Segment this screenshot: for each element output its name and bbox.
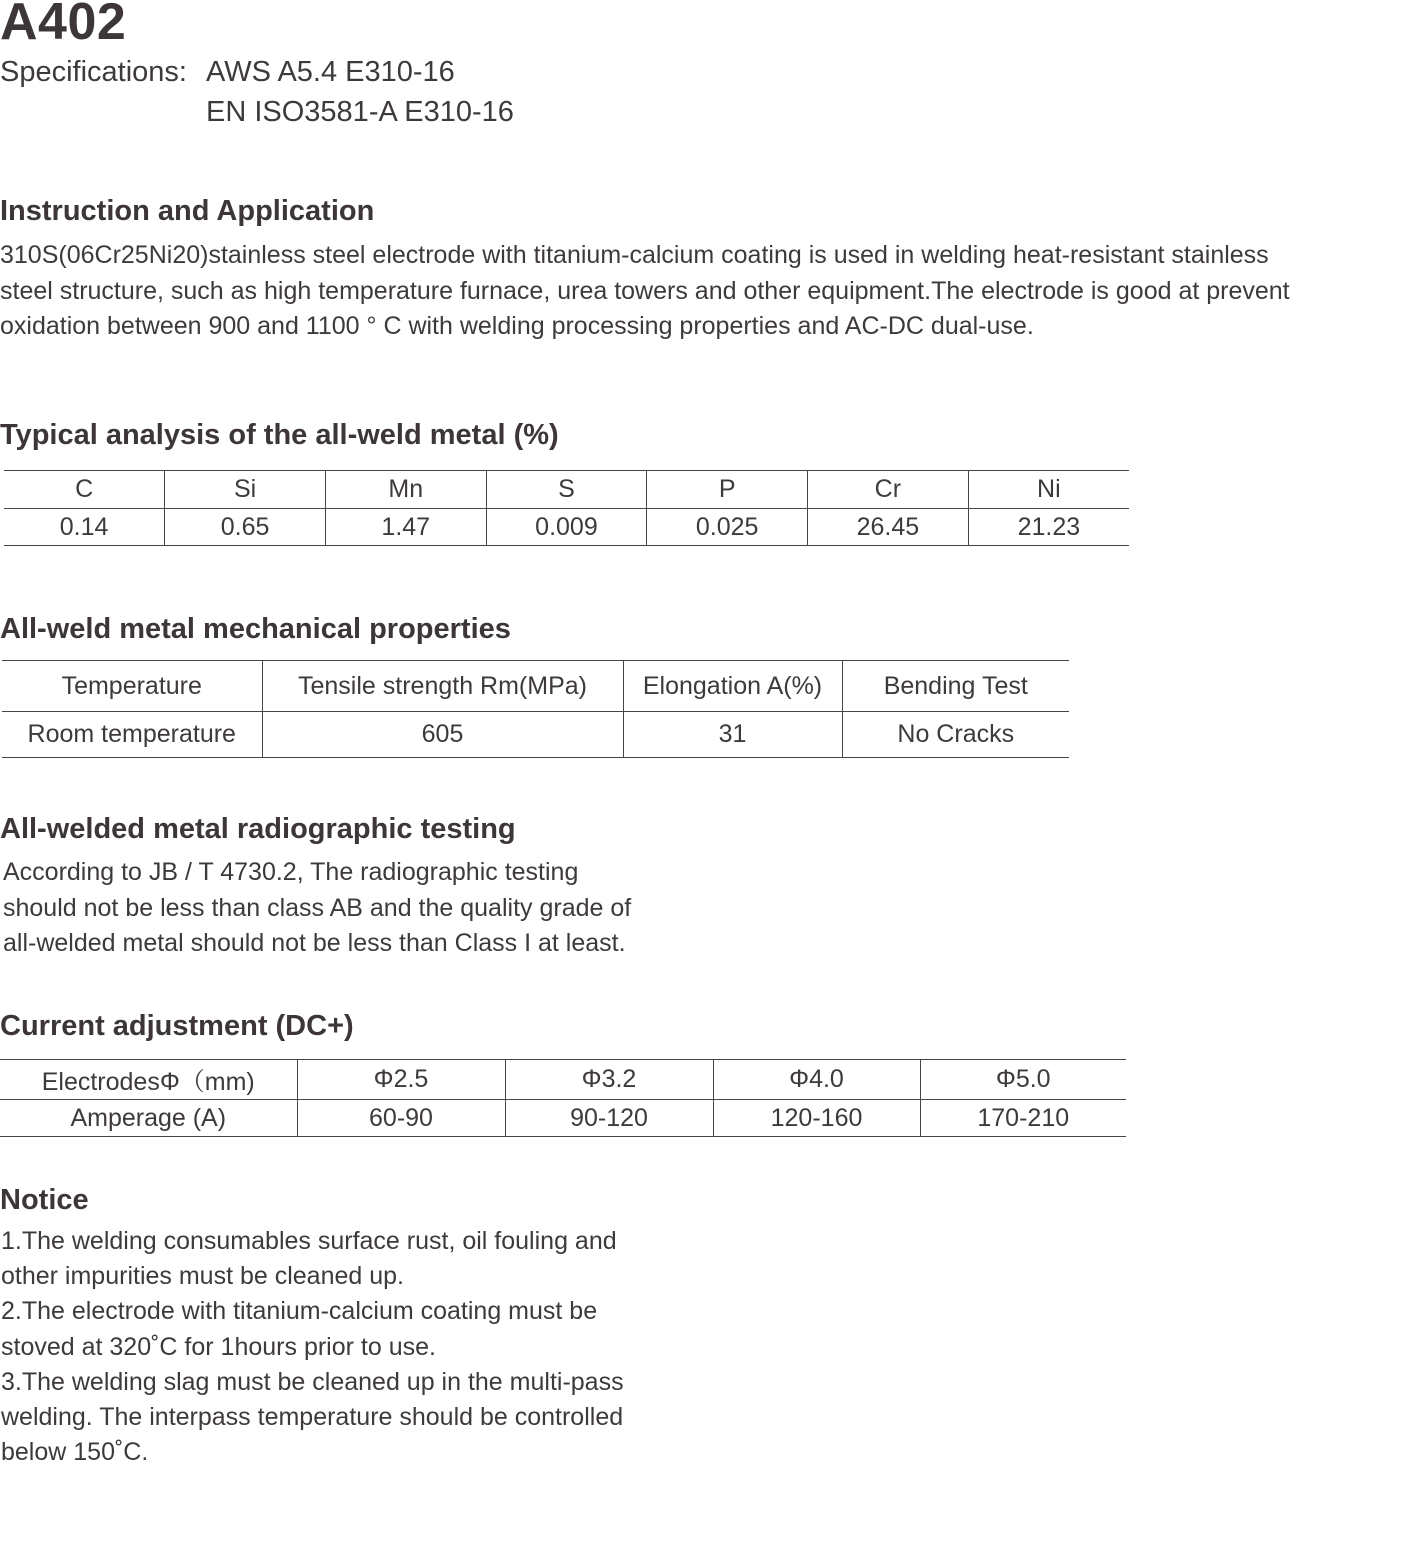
mechanical-value-cell: 31 (623, 712, 842, 758)
specifications-label: Specifications: (0, 56, 187, 88)
analysis-value-cell: 0.14 (4, 509, 165, 546)
notice-heading: Notice (0, 1184, 89, 1216)
mechanical-value-cell: Room temperature (2, 712, 262, 758)
analysis-header-cell: Ni (968, 471, 1129, 509)
notice-line: stoved at 320˚C for 1hours prior to use. (1, 1332, 436, 1361)
analysis-value-cell: 1.47 (325, 509, 486, 546)
current-cell: 60-90 (297, 1100, 505, 1137)
mechanical-header-row (2, 661, 1069, 712)
analysis-table (4, 470, 1129, 546)
radiographic-text (3, 855, 723, 962)
current-cell: 90-120 (505, 1100, 713, 1137)
current-cell: 120-160 (713, 1100, 920, 1137)
mechanical-header-cell: Temperature (2, 661, 262, 712)
instruction-line: 310S(06Cr25Ni20)stainless steel electrode with titanium-calcium coating is used in welding heat-resistant stainless (0, 241, 1269, 269)
current-cell: Amperage (A) (0, 1100, 297, 1137)
analysis-value-cell: 26.45 (808, 509, 969, 546)
analysis-header-cell: Si (165, 471, 326, 509)
current-cell: ElectrodesΦ（mm) (0, 1060, 297, 1100)
mechanical-table (2, 660, 1069, 758)
analysis-heading: Typical analysis of the all-weld metal (%) (0, 419, 559, 451)
radiographic-line: all-welded metal should not be less than Class I at least. (3, 929, 626, 957)
instruction-heading: Instruction and Application (0, 195, 375, 227)
radiographic-heading: All-welded metal radiographic testing (0, 813, 516, 845)
specification-line-1: AWS A5.4 E310-16 (206, 56, 455, 88)
page-title: A402 (0, 0, 127, 51)
notice-line: below 150˚C. (1, 1438, 149, 1467)
radiographic-line: According to JB / T 4730.2, The radiographic testing (3, 858, 579, 886)
instruction-text (0, 238, 1418, 345)
analysis-value-row (4, 509, 1129, 546)
current-cell: Φ5.0 (920, 1060, 1126, 1100)
notice-line: other impurities must be cleaned up. (1, 1262, 404, 1291)
analysis-value-cell: 21.23 (968, 509, 1129, 546)
mechanical-header-cell: Bending Test (842, 661, 1069, 712)
analysis-value-cell: 0.009 (486, 509, 647, 546)
analysis-header-row (4, 471, 1129, 509)
analysis-header-cell: Mn (325, 471, 486, 509)
current-cell: Φ4.0 (713, 1060, 920, 1100)
instruction-line: oxidation between 900 and 1100 ° C with welding processing properties and AC-DC dual-use. (0, 312, 1034, 340)
current-cell: Φ2.5 (297, 1060, 505, 1100)
notice-line: 1.The welding consumables surface rust, oil fouling and (1, 1227, 617, 1255)
analysis-header-cell: Cr (808, 471, 969, 509)
notice-line: 2.The electrode with titanium-calcium coating must be (1, 1297, 598, 1326)
notice-line: welding. The interpass temperature should be controlled (1, 1403, 624, 1432)
specification-line-2: EN ISO3581-A E310-16 (206, 96, 514, 128)
current-cell: 170-210 (920, 1100, 1126, 1137)
mechanical-value-row (2, 712, 1069, 758)
radiographic-line: should not be less than class AB and the quality grade of (3, 893, 632, 922)
notice-line: 3.The welding slag must be cleaned up in the multi-pass (1, 1367, 624, 1396)
current-amperage-row (0, 1100, 1126, 1137)
mechanical-header-cell: Tensile strength Rm(MPa) (262, 661, 623, 712)
mechanical-value-cell: 605 (262, 712, 623, 758)
mechanical-heading: All-weld metal mechanical properties (0, 613, 511, 645)
mechanical-header-cell: Elongation A(%) (623, 661, 842, 712)
current-heading: Current adjustment (DC+) (0, 1010, 354, 1042)
analysis-header-cell: S (486, 471, 647, 509)
current-electrode-row (0, 1060, 1126, 1100)
analysis-value-cell: 0.025 (647, 509, 808, 546)
current-table (0, 1059, 1126, 1137)
notice-list (1, 1224, 731, 1470)
analysis-header-cell: P (647, 471, 808, 509)
analysis-value-cell: 0.65 (165, 509, 326, 546)
analysis-header-cell: C (4, 471, 165, 509)
instruction-line: steel structure, such as high temperature furnace, urea towers and other equipment.The electrode is good at prevent (0, 276, 1290, 305)
current-cell: Φ3.2 (505, 1060, 713, 1100)
mechanical-value-cell: No Cracks (842, 712, 1069, 758)
